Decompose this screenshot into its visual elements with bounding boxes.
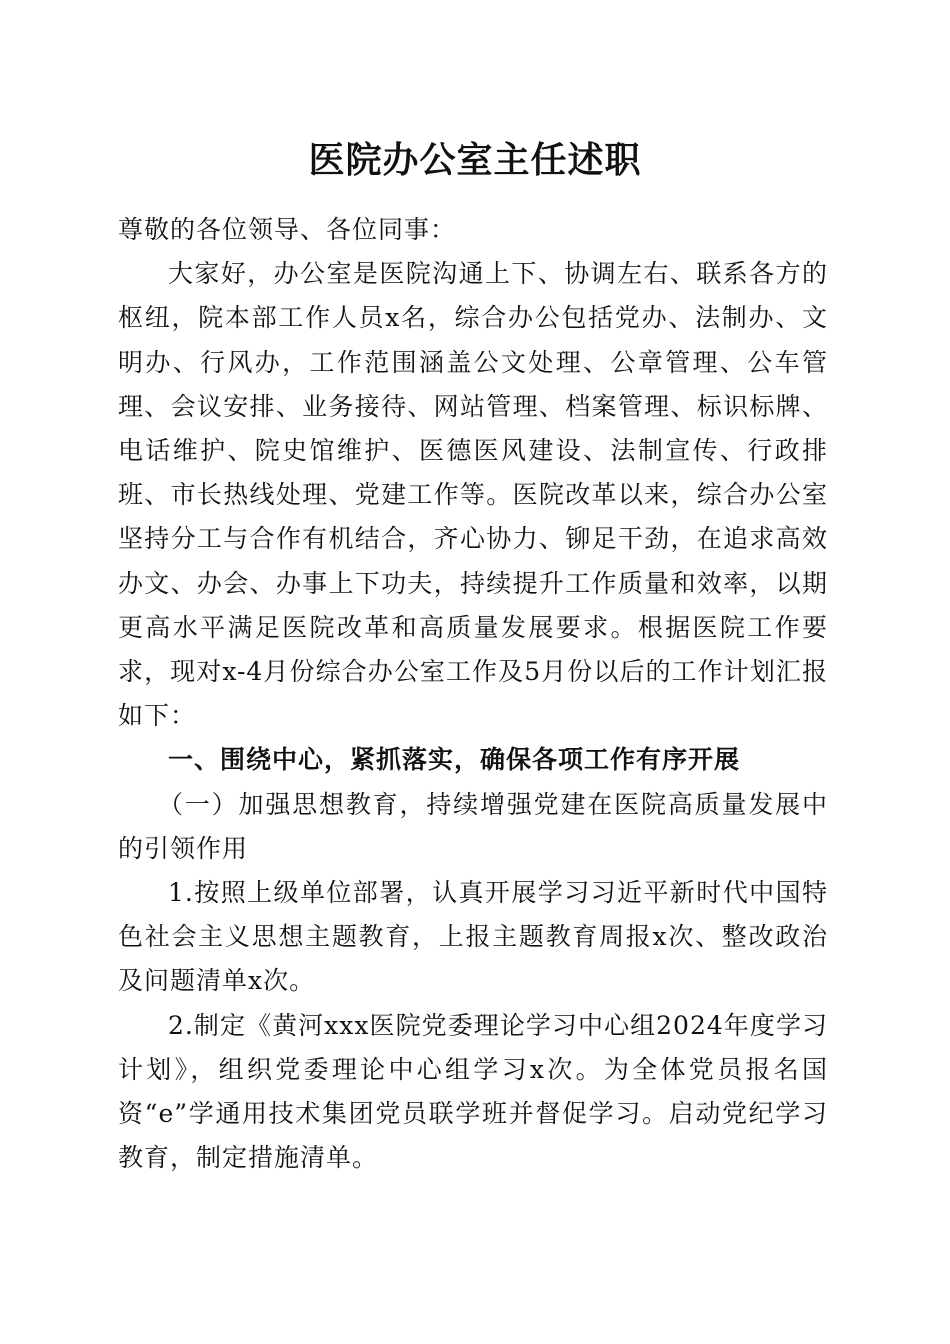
section-heading: 一、围绕中心，紧抓落实，确保各项工作有序开展: [168, 745, 741, 775]
list-item-2: 2.制定《黄河xxx医院党委理论学习中心组2024年度学习计划》，组织党委理论中心组学习x次。为全体党员报名国资“e”学通用技术集团党员联学班并督促学习。启动党纪学习教育，制定措施清单。: [118, 1010, 828, 1173]
salutation: 尊敬的各位领导、各位同事：: [118, 215, 457, 244]
document-title: 医院办公室主任述职: [308, 139, 642, 181]
intro-paragraph: 大家好，办公室是医院沟通上下、协调左右、联系各方的枢纽，院本部工作人员x名，综合办公包括党办、法制办、文明办、行风办，工作范围涵盖公文处理、公章管理、公车管理、会议安排、业务接待、网站管理、档案管理、标识标牌、电话维护、院史馆维护、医德医风建设、法制宣传、行政排班、市长热线处理、党建工作等。医院改革以来，综合办公室坚持分工与合作有机结合，齐心协力、铆足干劲，在追求高效办文、办会、办事上下功夫，持续提升工作质量和效率，以期更高水平满足医院改革和高质量发展要求。根据医院工作要求，现对x-4月份综合办公室工作及5月份以后的工作计划汇报如下：: [118, 259, 828, 731]
list-item-1: 1.按照上级单位部署，认真开展学习习近平新时代中国特色社会主义思想主题教育，上报主题教育周报x次、整改政治及问题清单x次。: [118, 878, 828, 996]
subsection-heading: （一）加强思想教育，持续增强党建在医院高质量发展中的引领作用: [118, 789, 828, 863]
document-body: [118, 208, 828, 1180]
